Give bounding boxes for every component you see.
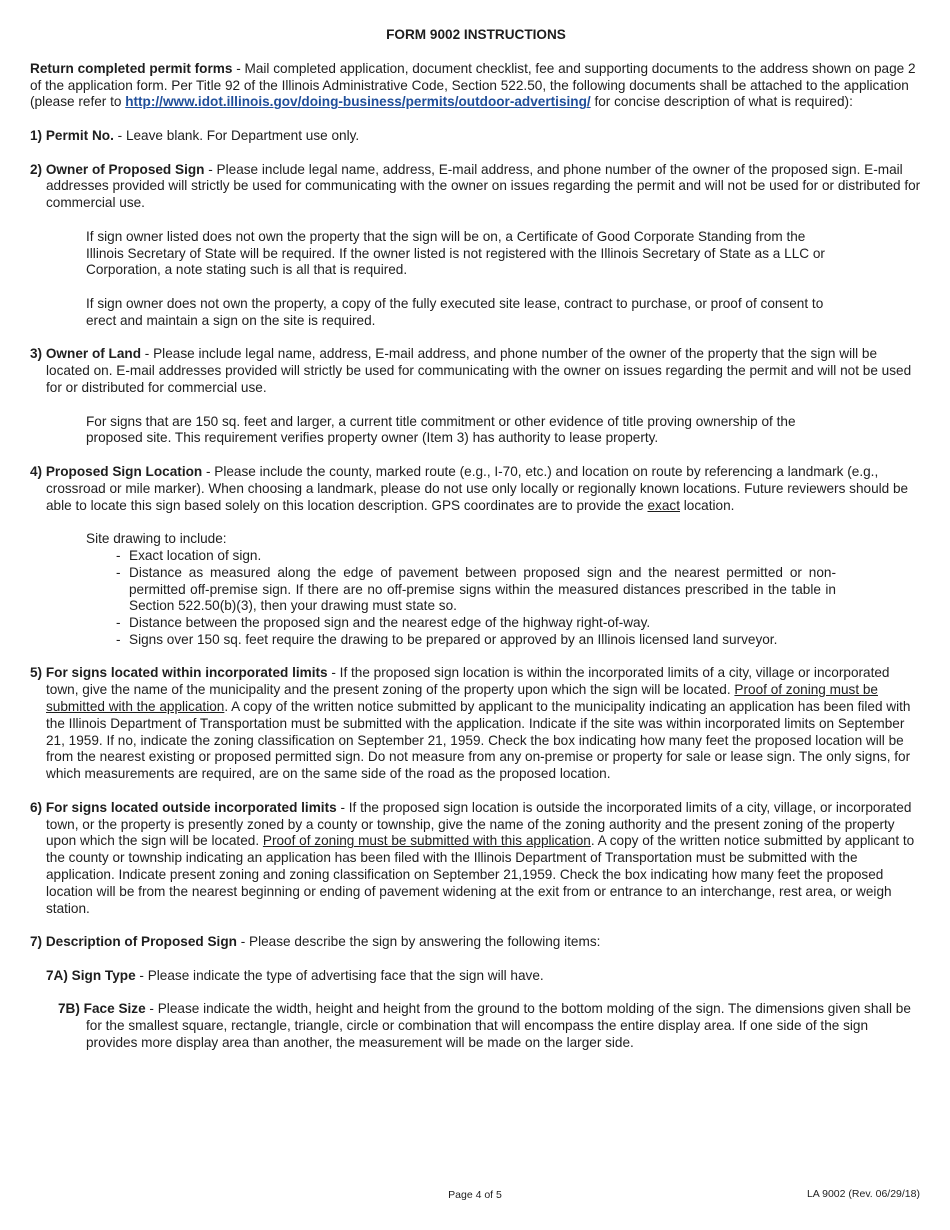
item-3-note: For signs that are 150 sq. feet and larger, a current title commitment or other evidence of title proving ownership of the proposed site. This requirement verifies property owner (Item 3) has authority to lease property. [86,413,796,446]
list-item: - Distance as measured along the edge of pavement between proposed sign and the nearest permitted or non-permitted off-premise sign. If there are no off-premise signs within the measured distances prescribed in the table in Section 522.50(b)(3), then your drawing must state so. [116,565,836,615]
list-item: - Signs over 150 sq. feet require the drawing to be prepared or approved by an Illinois licensed land surveyor. [116,632,836,649]
list-item: - Exact location of sign. [116,548,836,565]
item-4: 4) Proposed Sign Location - Please include the county, marked route (e.g., I-70, etc.) and location on route by referencing a landmark (e.g., crossroad or mile marker). When choosing a landmark, please do not use only locally or regionally known locations. Future reviewers should be able to locate this sign based solely on this location description. GPS coordinates are to provide the exact location. [30,463,909,513]
item-7b: 7B) Face Size - Please indicate the width, height and height from the ground to the bottom molding of the sign. The dimensions given shall be for the smallest square, rectangle, triangle, circle or combination that will encompass the entire display area. If one side of the sign provides more display area than another, the measurement will be made on the larger side. [58,1001,911,1051]
item-2-note-2: If sign owner does not own the property, a copy of the fully executed site lease, contract to purchase, or proof of consent to erect and maintain a sign on the site is required. [86,295,824,328]
item-6: 6) For signs located outside incorporated limits - If the proposed sign location is outside the incorporated limits of a city, village, or incorporated town, or the property is presently zoned by a county or township, give the name of the zoning authority and the present zoning of the property upon which the sign will be located. Proof of zoning must be submitted with this application. A copy of the written notice submitted by applicant to the county or township indicating an application has been filed with the Illinois Department of Transportation must be submitted with the application. Indicate present zoning and zoning classification on September 21,1959. Check the box indicating how many feet the proposed location will be from the nearest beginning or ending of pavement widening at the exit from or entrance to an interchange, rest area, or weigh station. [30,799,915,916]
item-3: 3) Owner of Land - Please include legal name, address, E-mail address, and phone number of the owner of the property that the sign will be located on. E-mail addresses provided will strictly be used for communicating with the owner on issues regarding the permit and will not be used for or distributed for commercial use. [30,346,912,395]
item-7: 7) Description of Proposed Sign - Please describe the sign by answering the following items: [30,934,601,950]
intro-heading: Return completed permit forms [30,60,233,76]
site-drawing-label: Site drawing to include: [86,531,227,547]
item-2: 2) Owner of Proposed Sign - Please include legal name, address, E-mail address, and phone number of the owner of the proposed sign. E-mail addresses provided will strictly be used for communicating with the owner on issues regarding the permit and will not be used for or distributed for commercial use. [30,161,921,211]
list-item: - Distance between the proposed sign and the nearest edge of the highway right-of-way. [116,615,836,632]
idot-link[interactable]: http://www.idot.illinois.gov/doing-business/permits/outdoor-advertising/ [125,94,591,110]
intro-paragraph: Return completed permit forms - Mail completed application, document checklist, fee and supporting documents to the address shown on page 2 of the application form. Per Title 92 of the Illinois Administrative Code, Section 522.50, the following documents shall be attached to the application (please refer to http://www.idot.illinois.gov/doing-business/permits/outdoor-advertising/ for concise description of what is required): [30,60,916,110]
item-1: 1) Permit No. - Leave blank. For Department use only. [30,127,360,143]
item-2-note-1: If sign owner listed does not own the property that the sign will be on, a Certificate of Good Corporate Standing from the Illinois Secretary of State will be required. If the owner listed is not registered with the Illinois Secretary of State as a LLC or Corporation, a note stating such is all that is required. [86,228,825,278]
item-5: 5) For signs located within incorporated limits - If the proposed sign location is within the incorporated limits of a city, village or incorporated town, give the name of the municipality and the present zoning of the property upon which the sign will be located. Proof of zoning must be submitted with the application. A copy of the written notice submitted by applicant to the municipality indicating an application has been filed with the Illinois Department of Transportation must be submitted with the application. Indicate if the site was within incorporated limits on September 21, 1959. If no, indicate the zoning classification on September 21, 1959. Check the box indicating how many feet the proposed location will be from the nearest existing or proposed permitted sign. Do not measure from any on-premise or property for sale or lease sign. The only signs, for which measurements are required, are on the same side of the road as the proposed location. [30,665,911,782]
instructions-page [30,27,922,1052]
page-number: Page 4 of 5 [448,1189,502,1201]
site-drawing-list [30,548,836,649]
page-title: FORM 9002 INSTRUCTIONS [386,27,566,42]
form-revision: LA 9002 (Rev. 06/29/18) [806,1188,920,1200]
item-7a: 7A) Sign Type - Please indicate the type of advertising face that the sign will have. [46,967,544,983]
